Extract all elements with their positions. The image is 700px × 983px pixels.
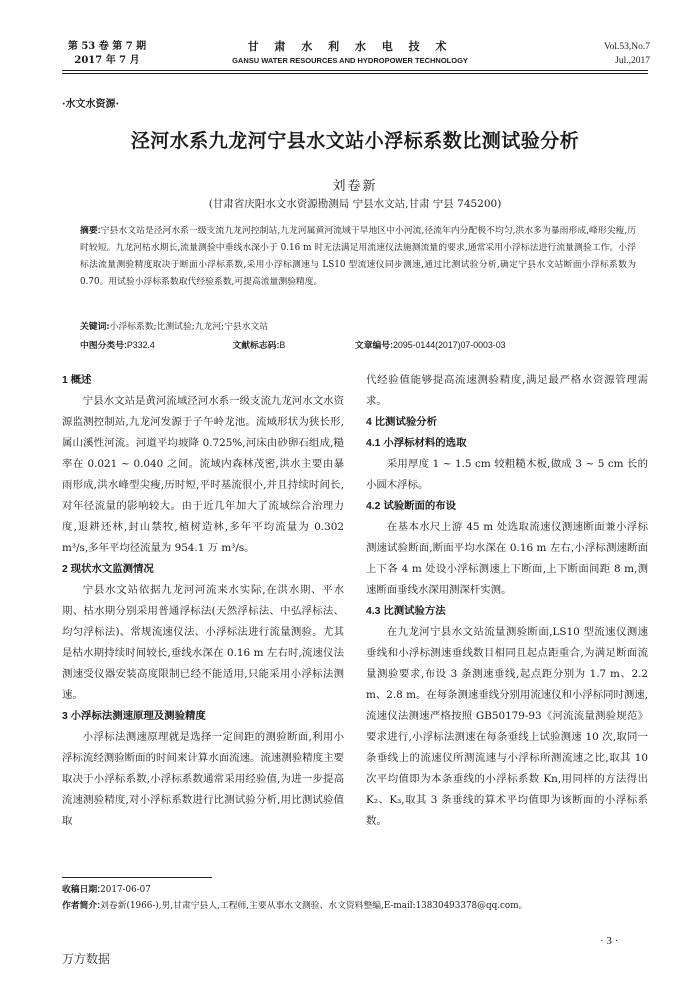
- paragraph-monitoring: 宁县水文站依据九龙河河流来水实际,在洪水期、平水期、枯水期分别采用普通浮标法(天然浮标法、中弘浮标法、均匀浮标法)、常规流速仪法、小浮标法进行流量测验。尤其是枯水期持续时间较长,垂线水深在 0.16 m 左右时,流速仪法测速受仪器安装高度限制已经不能适用,只能采用小浮标法测速。: [62, 584, 344, 701]
- volume-cn: 第 53 卷 第 7 期: [67, 41, 147, 52]
- section-heading-4: 4 比测试验分析: [366, 417, 438, 428]
- abstract: [80, 222, 636, 291]
- body-column-left: [62, 370, 344, 832]
- header-rule-thick: [62, 70, 648, 71]
- doc-code-value: B: [279, 340, 286, 350]
- article-no-value: 2095-0144(2017)07-0003-03: [393, 340, 506, 350]
- subsection-heading-4-2: 4.2 试验断面的布设: [366, 501, 457, 512]
- classification-row: [80, 338, 636, 352]
- section-heading-1: 1 概述: [62, 375, 92, 386]
- paper-title: 泾河水系九龙河宁县水文站小浮标系数比测试验分析: [130, 130, 580, 152]
- header-journal: [190, 40, 510, 67]
- watermark: 万方数据: [62, 952, 111, 966]
- doc-code-label: 文献标志码:: [232, 340, 280, 350]
- section-heading-3: 3 小浮标法测速原理及测验精度: [62, 711, 206, 722]
- abstract-text: 宁县水文站是泾河水系一级支流九龙河控制站,九龙河属黄河流域干旱地区中小河流,径流年内分配极不均匀,洪水多为暴雨形成,峰形尖瘦,历时较短。九龙河枯水期长,流量测验中垂线水深小于 0.16 m 时无法满足用流速仪法施测流量的要求,通常采用小浮标法进行流量测验工作。小浮标法流量测验精度取决于断面小浮标系数,采用小浮标测速与 LS10 型流速仪同步测速,通过比测试验分析,确定宁县水文站断面小浮标系数为 0.70。用试验小浮标系数取代经验系数,可提高流量测验精度。: [80, 226, 636, 287]
- subsection-heading-4-3: 4.3 比测试验方法: [366, 606, 446, 617]
- paragraph-section-layout: 在基本水尺上游 45 m 处选取流速仪测速断面兼小浮标测速试验断面,断面平均水深在 0.16 m 左右,小浮标测速断面上下各 4 m 处设小浮标测速上下断面,上下断面间距 8 m,测速断面垂线水深用测深杆实测。: [366, 521, 648, 596]
- author-name: 刘卷新: [332, 179, 378, 194]
- abstract-label: 摘要:: [80, 225, 101, 235]
- section-heading-2: 2 现状水文监测情况: [62, 564, 154, 575]
- journal-name-en: GANSU WATER RESOURCES AND HYDROPOWER TECHNOLOGY: [232, 56, 468, 65]
- journal-name-cn: 甘 肃 水 利 水 电 技 术: [247, 40, 453, 53]
- section-tag: ·水文水资源·: [62, 99, 119, 110]
- received-date: [62, 882, 151, 897]
- header-issue-en: [560, 40, 650, 68]
- affiliation: (甘肃省庆阳水文水资源勘测局 宁县水文站,甘肃 宁县 745200): [208, 198, 502, 210]
- date-cn: 2017 年 7 月: [74, 55, 140, 66]
- bio-text: 刘卷新(1966-),男,甘肃宁县人,工程师,主要从事水文测验、水文资料整编,E-mail:13830493378@qq.com。: [100, 901, 528, 911]
- body-column-right: [366, 370, 648, 832]
- received-value: 2017-06-07: [100, 885, 151, 895]
- article-no-label: 文章编号:: [354, 340, 394, 350]
- paragraph-material: 采用厚度 1 ~ 1.5 cm 较粗糙木板,做成 3 ~ 5 cm 长的小圆木浮标。: [366, 458, 648, 491]
- paragraph-principle: 小浮标法测速原理就是选择一定间距的测验断面,利用小浮标流经测验断面的时间来计算水面流速。流速测验精度主要取决于小浮标系数,小浮标系数通常采用经验值,为进一步提高流速测验精度,对小浮标系数进行比测试验分析,用比测试验值取: [62, 731, 344, 827]
- paragraph-method: 在九龙河宁县水文站流量测验断面,LS10 型流速仪测速垂线和小浮标测速垂线数目相同且起点距重合,为满足断面流量测验要求,布设 3 条测速垂线,起点距分别为 1.7 m、2.2 m、2.8 m。在每条测速垂线分别用流速仪和小浮标同时测速,流速仪法测速严格按照 GB50179-93《河流流量测验规范》要求进行,小浮标法测速在每条垂线上试验测速 10 次,取同一条垂线上的流速仪所测流速与小浮标所测流速之比,取其 10 次平均值即为本条垂线的小浮标系数 Kn,用同样的方法得出 K₂、K₃,取其 3 条垂线的算术平均值即为该断面的小浮标系数。: [366, 626, 648, 827]
- footnote-rule: [62, 877, 212, 878]
- clc-label: 中图分类号:: [80, 340, 127, 350]
- subsection-heading-4-1: 4.1 小浮标材料的选取: [366, 438, 467, 449]
- date-en: Jul.,2017: [615, 56, 650, 66]
- page-number: · 3 ·: [600, 935, 619, 947]
- volume-en: Vol.53,No.7: [603, 42, 650, 52]
- bio-label: 作者简介:: [62, 900, 101, 910]
- keywords-label: 关键词:: [80, 322, 110, 332]
- keywords-text: 小浮标系数;比测试验;九龙河;宁县水文站: [109, 322, 269, 332]
- keywords: [80, 320, 636, 334]
- header-issue-cn: [62, 40, 152, 68]
- received-label: 收稿日期:: [62, 884, 101, 894]
- clc-value: P332.4: [126, 340, 155, 350]
- paragraph-overview: 宁县水文站是黄河流域泾河水系一级支流九龙河水文水资源监测控制站,九龙河发源于子午岭龙池。流域形状为狭长形,属山溪性河流。河道平均坡降 0.725%,河床由砂卵石组成,糙率在 0.021 ~ 0.040 之间。流域内森林茂密,洪水主要由暴雨形成,洪水峰型尖瘦,历时短,平时基流很小,并且持续时间长,对年径流量的影响较大。由于近几年加大了流域综合治理力度,退耕还林,封山禁牧,植树造林,多年平均流量为 0.302 m³/s,多年平均径流量为 954.1 万 m³/s。: [62, 395, 344, 554]
- paragraph-continued: 代经验值能够提高流速测验精度,满足最严格水资源管理需求。: [366, 374, 648, 407]
- author-bio: [62, 898, 652, 913]
- header-rule-thin: [62, 73, 648, 74]
